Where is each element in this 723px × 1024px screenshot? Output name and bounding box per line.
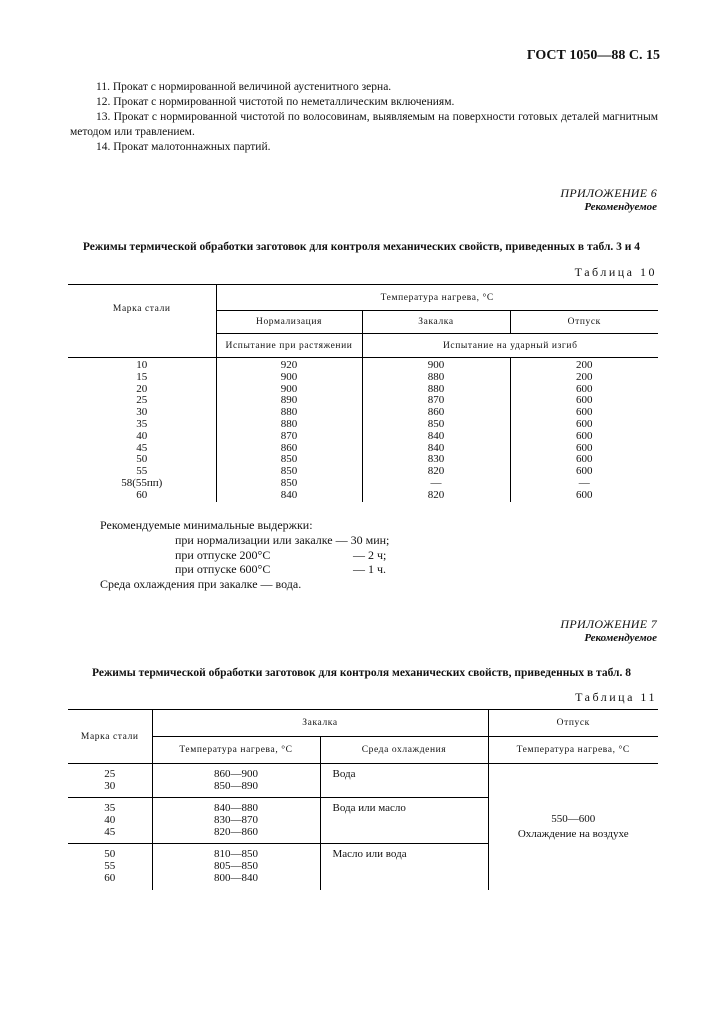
note-line xyxy=(100,548,389,563)
list-item: 14. Прокат малотоннажных партий. xyxy=(96,141,271,153)
table-cell-steel: 50 55 60 xyxy=(104,848,116,884)
table-10 xyxy=(68,284,658,502)
table-cell-steel: 35 40 45 xyxy=(68,798,152,844)
table-cell-temperature: 840—880 830—870 820—860 xyxy=(152,798,320,844)
table-column-normalization: 920 900 900 890 880 880 870 860 850 850 850 840 xyxy=(216,358,362,502)
list-item: 11. Прокат с нормированной величиной аустенитного зерна. xyxy=(96,81,392,93)
appendix-7-heading: Режимы термической обработки заготовок для контроля механических свойств, приведенных в табл. 8 xyxy=(91,667,631,679)
table-header-cooling-medium: Среда охлаждения xyxy=(320,737,488,764)
note-label: при нормализации или закалке xyxy=(175,532,333,547)
table-column-temper: 200 200 600 600 600 600 600 600 600 600 — 600 xyxy=(510,358,658,502)
appendix-6-heading: Режимы термической обработки заготовок для контроля механических свойств, приведенных в табл. 3 и 4 xyxy=(82,241,641,253)
holding-times-notes xyxy=(100,518,389,592)
table-cell-steel: 25 30 xyxy=(68,764,152,798)
temper-cooling-note: Охлаждение на воздухе xyxy=(517,827,629,840)
table-header-quench: Закалка xyxy=(152,710,488,737)
table-header-temper: Отпуск xyxy=(510,311,658,334)
appendix-6-subtitle: Рекомендуемое xyxy=(584,201,657,213)
appendix-7-label xyxy=(560,617,657,644)
table-header-heat-temperature: Температура нагрева, °С xyxy=(152,737,320,764)
notes-cooling: Среда охлаждения при закалке — вода. xyxy=(100,577,302,592)
table-header-temper-temperature: Температура нагрева, °С xyxy=(488,737,658,764)
table-header-impact-test: Испытание на ударный изгиб xyxy=(362,334,658,358)
table-header-temperature: Температура нагрева, °С xyxy=(216,285,658,311)
table-cell-cooling: Вода или масло xyxy=(320,798,488,844)
temper-range: 550—600 xyxy=(551,812,596,825)
note-value: — 1 ч. xyxy=(353,562,387,577)
note-label: при отпуске 600°С xyxy=(175,562,271,577)
table-header-quench: Закалка xyxy=(362,311,510,334)
note-line xyxy=(100,533,389,548)
note-line xyxy=(100,562,389,577)
table-header-steel: Марка стали xyxy=(68,285,216,334)
table-column-quench: 900 880 880 870 860 850 840 840 830 820 — 820 xyxy=(362,358,510,502)
table-column-steel: 10 15 20 25 30 35 40 45 50 55 58(55пп) 60 xyxy=(121,359,163,501)
notes-intro: Рекомендуемые минимальные выдержки: xyxy=(100,518,313,532)
list-item: 12. Прокат с нормированной чистотой по неметаллическим включениям. xyxy=(96,96,455,108)
requirements-list xyxy=(70,80,658,155)
note-value: — 2 ч; xyxy=(353,547,387,562)
table-cell-cooling: Масло или вода xyxy=(320,844,488,890)
table-cell-temper xyxy=(488,764,658,890)
table-10-label: Таблица 10 xyxy=(574,265,657,279)
note-label: при отпуске 200°С xyxy=(175,547,271,562)
table-cell-temperature: 810—850 805—850 800—840 xyxy=(152,844,320,890)
note-value: — 30 мин; xyxy=(332,532,390,547)
table-header-temper: Отпуск xyxy=(488,710,658,737)
table-cell-cooling: Вода xyxy=(320,764,488,798)
table-cell-temperature: 860—900 850—890 xyxy=(152,764,320,798)
table-header-steel: Марка стали xyxy=(68,710,152,764)
table-11 xyxy=(68,709,658,890)
appendix-6-label xyxy=(560,186,657,213)
table-header-normalization: Нормализация xyxy=(216,311,362,334)
appendix-6-title: ПРИЛОЖЕНИЕ 6 xyxy=(560,186,657,200)
table-11-label: Таблица 11 xyxy=(575,690,657,704)
table-header-tensile-test: Испытание при растяжении xyxy=(216,334,362,358)
appendix-7-title: ПРИЛОЖЕНИЕ 7 xyxy=(560,617,657,631)
appendix-7-subtitle: Рекомендуемое xyxy=(584,632,657,644)
list-item: 13. Прокат с нормированной чистотой по волосовинам, выявляемым на поверхности готовых деталей магнитным методом или травлением. xyxy=(70,111,658,138)
page-header: ГОСТ 1050—88 С. 15 xyxy=(526,48,660,63)
